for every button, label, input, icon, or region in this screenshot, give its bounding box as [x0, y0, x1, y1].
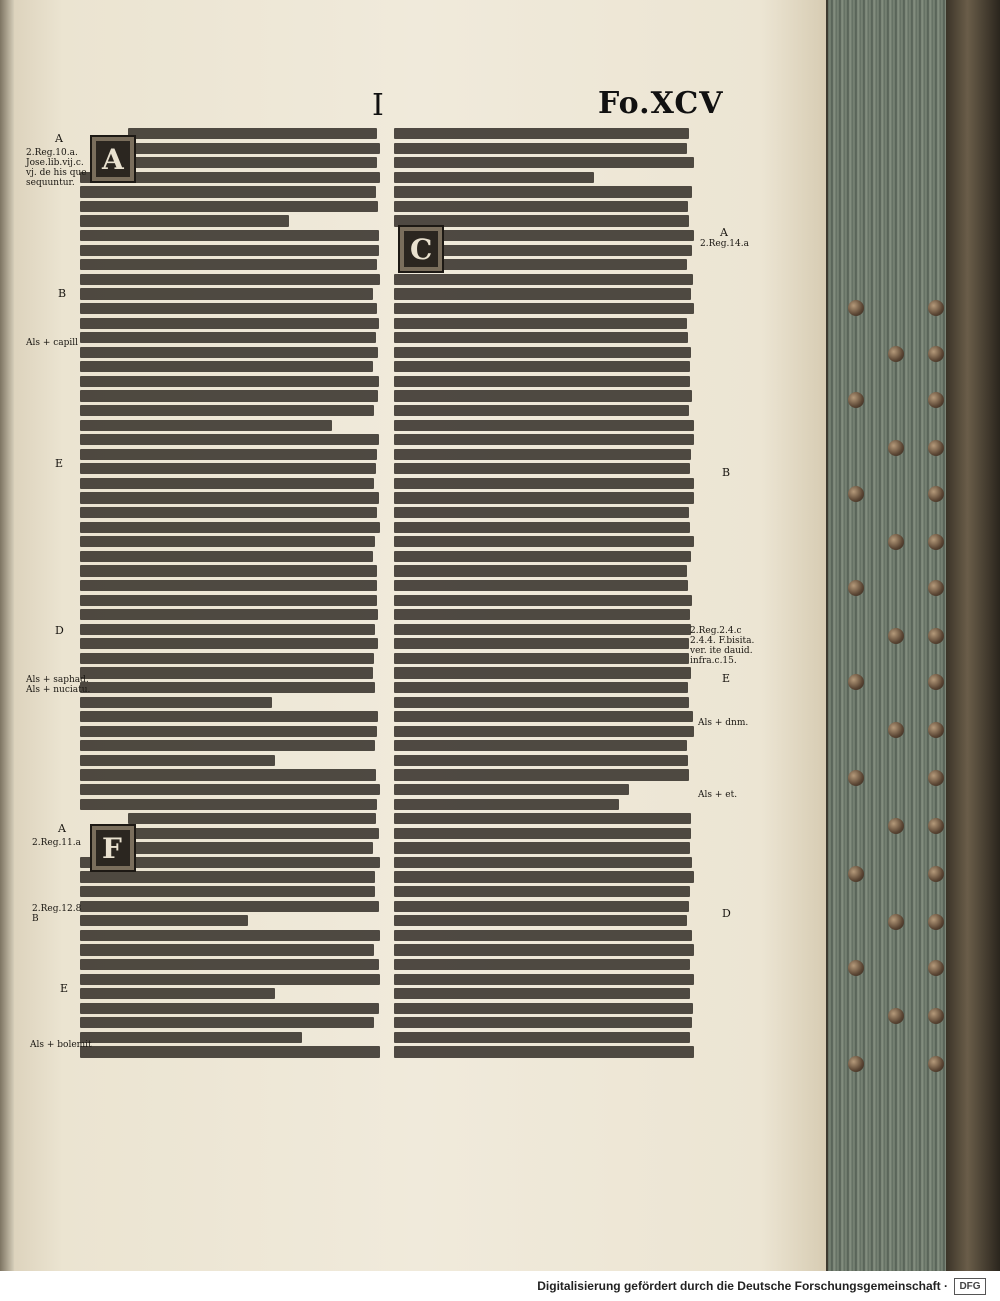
- text-line: [394, 1032, 694, 1043]
- text-line: [80, 478, 380, 489]
- text-line: [80, 901, 380, 912]
- nail-stud: [928, 818, 944, 834]
- nail-stud: [928, 580, 944, 596]
- text-line: [394, 828, 694, 839]
- nail-stud: [928, 486, 944, 502]
- text-line: [394, 944, 694, 955]
- nail-stud: [848, 674, 864, 690]
- text-line: [394, 857, 694, 868]
- nail-stud: [928, 300, 944, 316]
- text-line: [394, 871, 694, 882]
- text-line: [394, 988, 694, 999]
- text-line: [80, 871, 380, 882]
- nail-stud: [848, 392, 864, 408]
- text-line: [80, 1003, 380, 1014]
- text-line: [80, 1017, 380, 1028]
- nail-stud: [928, 346, 944, 362]
- text-line: [80, 245, 380, 256]
- text-line: [394, 638, 694, 649]
- text-line: [80, 507, 380, 518]
- margin-note: A: [58, 822, 66, 835]
- dfg-logo: DFG: [954, 1278, 986, 1295]
- nail-stud: [928, 674, 944, 690]
- text-line: [80, 230, 380, 241]
- text-line: [394, 492, 694, 503]
- text-line: [394, 959, 694, 970]
- text-line: [80, 201, 380, 212]
- text-line: [80, 638, 380, 649]
- text-line: [80, 1046, 380, 1057]
- text-line: [80, 536, 380, 547]
- text-line: [80, 405, 380, 416]
- margin-note: Als + et.: [698, 790, 738, 800]
- nail-stud: [888, 914, 904, 930]
- nail-stud: [928, 534, 944, 550]
- text-line: [80, 463, 380, 474]
- nail-stud: [888, 818, 904, 834]
- text-line: [80, 361, 380, 372]
- text-line: [394, 201, 694, 212]
- text-line: [394, 653, 694, 664]
- text-line: [394, 769, 694, 780]
- nail-stud: [928, 866, 944, 882]
- text-line: [394, 274, 694, 285]
- nail-stud: [928, 440, 944, 456]
- text-line: [394, 915, 694, 926]
- text-line: [80, 667, 380, 678]
- text-line: [80, 784, 380, 795]
- text-line: [80, 551, 380, 562]
- nail-stud: [848, 486, 864, 502]
- text-line: [80, 303, 380, 314]
- text-line: [394, 580, 694, 591]
- text-line: [394, 332, 694, 343]
- text-line: [80, 186, 380, 197]
- text-line: [394, 128, 694, 139]
- text-line: [394, 143, 694, 154]
- text-line: [394, 420, 694, 431]
- nail-stud: [928, 770, 944, 786]
- nail-stud: [848, 1056, 864, 1072]
- margin-note: A: [55, 132, 63, 145]
- nail-stud: [848, 866, 864, 882]
- text-line: [394, 974, 694, 985]
- text-line: [394, 507, 694, 518]
- text-line: [394, 595, 694, 606]
- text-column-left: [80, 128, 380, 1061]
- dropcap-initial: A: [90, 135, 136, 183]
- book-binding: [946, 0, 1000, 1271]
- margin-note: 2.Reg.12.8 B: [32, 904, 82, 924]
- text-line: [80, 740, 380, 751]
- margin-note: 2.Reg.14.a: [700, 239, 749, 249]
- text-line: [80, 215, 380, 226]
- text-line: [80, 886, 380, 897]
- nail-stud: [928, 1008, 944, 1024]
- nail-stud: [928, 722, 944, 738]
- nail-stud: [888, 440, 904, 456]
- text-line: [394, 784, 694, 795]
- text-line: [394, 361, 694, 372]
- margin-note: 2.Reg.2.4.c 2.4.4. F.bisita. ver. ite dauid. infra.c.15.: [690, 626, 755, 666]
- text-line: [394, 449, 694, 460]
- text-line: [394, 478, 694, 489]
- text-line: [394, 799, 694, 810]
- text-line: [80, 697, 380, 708]
- header-numeral: I: [372, 88, 384, 123]
- text-line: [80, 813, 380, 824]
- text-line: [394, 1003, 694, 1014]
- text-line: [394, 682, 694, 693]
- text-line: [80, 769, 380, 780]
- nail-stud: [928, 960, 944, 976]
- text-line: [394, 901, 694, 912]
- text-line: [394, 711, 694, 722]
- text-line: [80, 726, 380, 737]
- footer-bar: [0, 1271, 1000, 1301]
- text-line: [80, 449, 380, 460]
- text-line: [80, 915, 380, 926]
- text-line: [394, 726, 694, 737]
- text-line: [80, 711, 380, 722]
- margin-note: A: [720, 226, 728, 239]
- text-line: [394, 624, 694, 635]
- nail-stud: [848, 770, 864, 786]
- margin-note: Als + dnm.: [698, 718, 749, 728]
- text-line: [80, 974, 380, 985]
- text-line: [80, 274, 380, 285]
- text-line: [394, 288, 694, 299]
- folio-number: Fo.XCV: [598, 86, 724, 121]
- text-line: [394, 1017, 694, 1028]
- text-line: [80, 944, 380, 955]
- text-line: [394, 405, 694, 416]
- margin-note: Als + bolemit: [30, 1040, 92, 1050]
- text-line: [394, 697, 694, 708]
- nail-stud: [848, 300, 864, 316]
- nail-stud: [928, 914, 944, 930]
- text-line: [394, 740, 694, 751]
- text-line: [394, 565, 694, 576]
- left-page-edge: [0, 0, 14, 1271]
- text-line: [394, 463, 694, 474]
- margin-note: 2.Reg.10.a. Jose.lib.vij.c. vj. de his que sequuntur.: [26, 148, 87, 188]
- margin-note: D: [55, 624, 64, 637]
- text-line: [394, 609, 694, 620]
- nail-stud: [848, 960, 864, 976]
- nail-stud: [888, 346, 904, 362]
- text-line: [80, 609, 380, 620]
- text-line: [394, 303, 694, 314]
- text-line: [80, 988, 380, 999]
- text-line: [80, 288, 380, 299]
- margin-note: E: [55, 457, 64, 470]
- text-line: [80, 959, 380, 970]
- text-line: [394, 667, 694, 678]
- text-line: [394, 813, 694, 824]
- text-line: [394, 522, 694, 533]
- margin-note: Als + capill: [26, 338, 79, 348]
- nail-stud: [888, 722, 904, 738]
- text-line: [80, 434, 380, 445]
- nail-stud: [928, 1056, 944, 1072]
- margin-note: Als + saphad. Als + nuciatu.: [26, 675, 91, 695]
- nail-stud: [888, 1008, 904, 1024]
- text-line: [80, 347, 380, 358]
- margin-note: E: [722, 672, 731, 685]
- margin-note: 2.Reg.11.a: [32, 838, 81, 848]
- text-line: [80, 420, 380, 431]
- margin-note: B: [722, 466, 731, 479]
- nail-stud: [928, 392, 944, 408]
- text-line: [80, 930, 380, 941]
- text-line: [80, 565, 380, 576]
- text-line: [394, 842, 694, 853]
- text-line: [394, 347, 694, 358]
- margin-note: B: [58, 287, 67, 300]
- text-line: [80, 755, 380, 766]
- text-line: [394, 755, 694, 766]
- nail-stud: [888, 628, 904, 644]
- text-line: [80, 580, 380, 591]
- text-line: [394, 434, 694, 445]
- text-line: [80, 1032, 380, 1043]
- text-line: [394, 930, 694, 941]
- text-line: [394, 886, 694, 897]
- text-line: [80, 595, 380, 606]
- text-line: [80, 624, 380, 635]
- text-line: [80, 332, 380, 343]
- text-line: [394, 551, 694, 562]
- text-line: [394, 157, 694, 168]
- text-line: [80, 799, 380, 810]
- text-line: [394, 536, 694, 547]
- text-line: [394, 186, 694, 197]
- text-line: [80, 390, 380, 401]
- text-line: [80, 318, 380, 329]
- dropcap-initial: F: [90, 824, 136, 872]
- margin-note: D: [722, 907, 731, 920]
- dropcap-initial: C: [398, 225, 444, 273]
- text-line: [80, 682, 380, 693]
- margin-note: E: [60, 982, 69, 995]
- funding-credit: Digitalisierung gefördert durch die Deutsche Forschungsgemeinschaft ·: [537, 1279, 948, 1293]
- text-line: [394, 318, 694, 329]
- text-line: [80, 522, 380, 533]
- text-line: [394, 1046, 694, 1057]
- text-line: [394, 172, 694, 183]
- text-line: [394, 376, 694, 387]
- text-line: [80, 653, 380, 664]
- text-line: [80, 492, 380, 503]
- nail-stud: [888, 534, 904, 550]
- text-line: [80, 259, 380, 270]
- nail-stud: [928, 628, 944, 644]
- nail-stud: [848, 580, 864, 596]
- text-line: [394, 390, 694, 401]
- text-line: [80, 376, 380, 387]
